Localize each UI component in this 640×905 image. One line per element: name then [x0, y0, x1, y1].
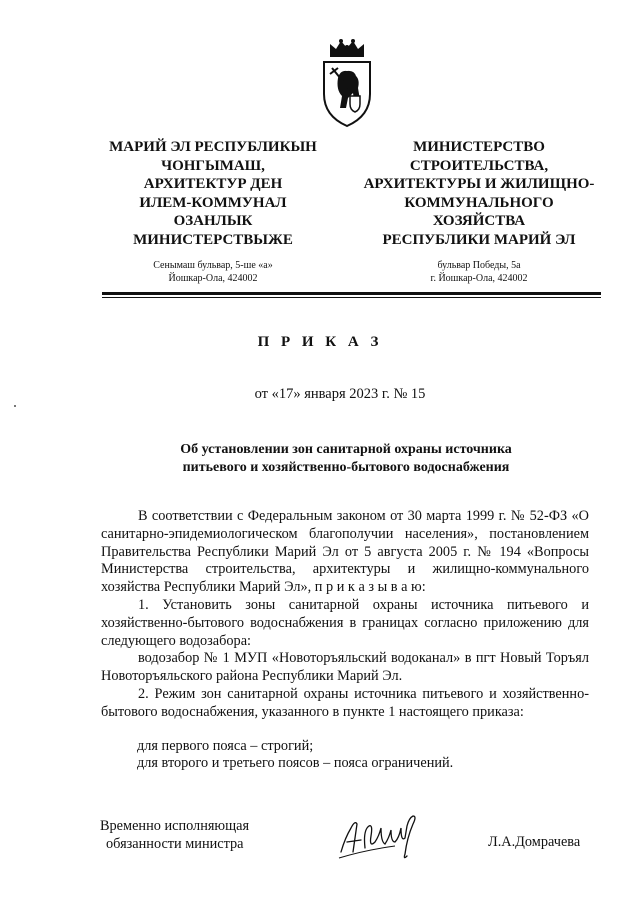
header-right-line: ХОЗЯЙСТВА	[432, 213, 526, 229]
header-right-ministry-name	[350, 138, 608, 249]
order-body	[101, 508, 589, 773]
header-left-line: ИЛЕМ-КОММУНАЛ	[139, 194, 287, 211]
coat-of-arms-emblem	[320, 38, 374, 128]
signatory-title-line: обязанности министра	[106, 836, 244, 852]
signatory-title-line: Временно исполняющая	[100, 818, 250, 834]
intro-paragraph: В соответствии с Федеральным законом от 30 марта 1999 г. № 52-ФЗ «О санитарно-эпидемиологическом благополучии населения», постановлением Правительства Республики Марий Эл от 5 августа 2005 г. № 194 «Вопросы Министерства строительства, архитектуры и жилищно-коммунального хозяйства Республики Марий Эл», п р и к а з ы в а ю:	[101, 508, 589, 596]
header-right-line: КОММУНАЛЬНОГО	[404, 194, 554, 211]
address-line: г. Йошкар-Ола, 424002	[430, 273, 528, 284]
header-right-line: РЕСПУБЛИКИ МАРИЙ ЭЛ	[382, 231, 576, 248]
zone-1-regime: для первого пояса – строгий;	[137, 737, 314, 754]
header-divider-thick	[102, 292, 601, 295]
paragraph-gap	[101, 722, 589, 738]
handwritten-signature	[335, 808, 430, 863]
address-right	[350, 259, 608, 285]
item-2-paragraph: 2. Режим зон санитарной охраны источника питьевого и хозяйственно-бытового водоснабжения, указанного в пункте 1 настоящего приказа:	[101, 685, 589, 720]
address-left	[98, 259, 328, 285]
subject-line: Об установлении зон санитарной охраны источника	[180, 442, 512, 457]
header-left-ministry-name	[98, 138, 328, 249]
order-subject	[120, 441, 572, 477]
order-date-number: от «17» января 2023 г. № 15	[254, 386, 426, 402]
zone-2-3-regime: для второго и третьего поясов – пояса ограничений.	[137, 755, 454, 772]
header-left-line: ЧОНГЫМАШ,	[161, 157, 265, 174]
order-title: П Р И К А З	[257, 334, 383, 350]
address-line: Сенымаш бульвар, 5-ше «а»	[153, 260, 273, 271]
header-right-line: СТРОИТЕЛЬСТВА,	[409, 157, 549, 174]
signatory-name: Л.А.Домрачева	[488, 834, 581, 850]
subject-line: питьевого и хозяйственно-бытового водоснабжения	[182, 460, 510, 475]
header-right-line: МИНИСТЕРСТВО	[413, 139, 545, 155]
address-line: бульвар Победы, 5а	[437, 260, 521, 271]
item-1-detail-paragraph: водозабор № 1 МУП «Новоторъяльский водоканал» в пгт Новый Торъял Новоторъяльского района Республики Марий Эл.	[101, 650, 589, 685]
header-left-line: АРХИТЕКТУР ДЕН	[143, 176, 283, 192]
scan-speck	[14, 405, 16, 407]
item-1-paragraph: 1. Установить зоны санитарной охраны источника питьевого и хозяйственно-бытового водоснабжения в границах согласно приложению для следующего водозабора:	[101, 596, 589, 649]
header-left-line: ОЗАНЛЫК	[173, 213, 253, 229]
header-left-line: МИНИСТЕРСТВЫЖЕ	[133, 231, 293, 248]
signatory-title	[100, 817, 249, 853]
address-line: Йошкар-Ола, 424002	[168, 273, 258, 284]
header-right-line: АРХИТЕКТУРЫ И ЖИЛИЩНО-	[363, 176, 595, 192]
header-divider-thin	[102, 297, 601, 298]
header-left-line: МАРИЙ ЭЛ РЕСПУБЛИКЫН	[109, 139, 317, 155]
